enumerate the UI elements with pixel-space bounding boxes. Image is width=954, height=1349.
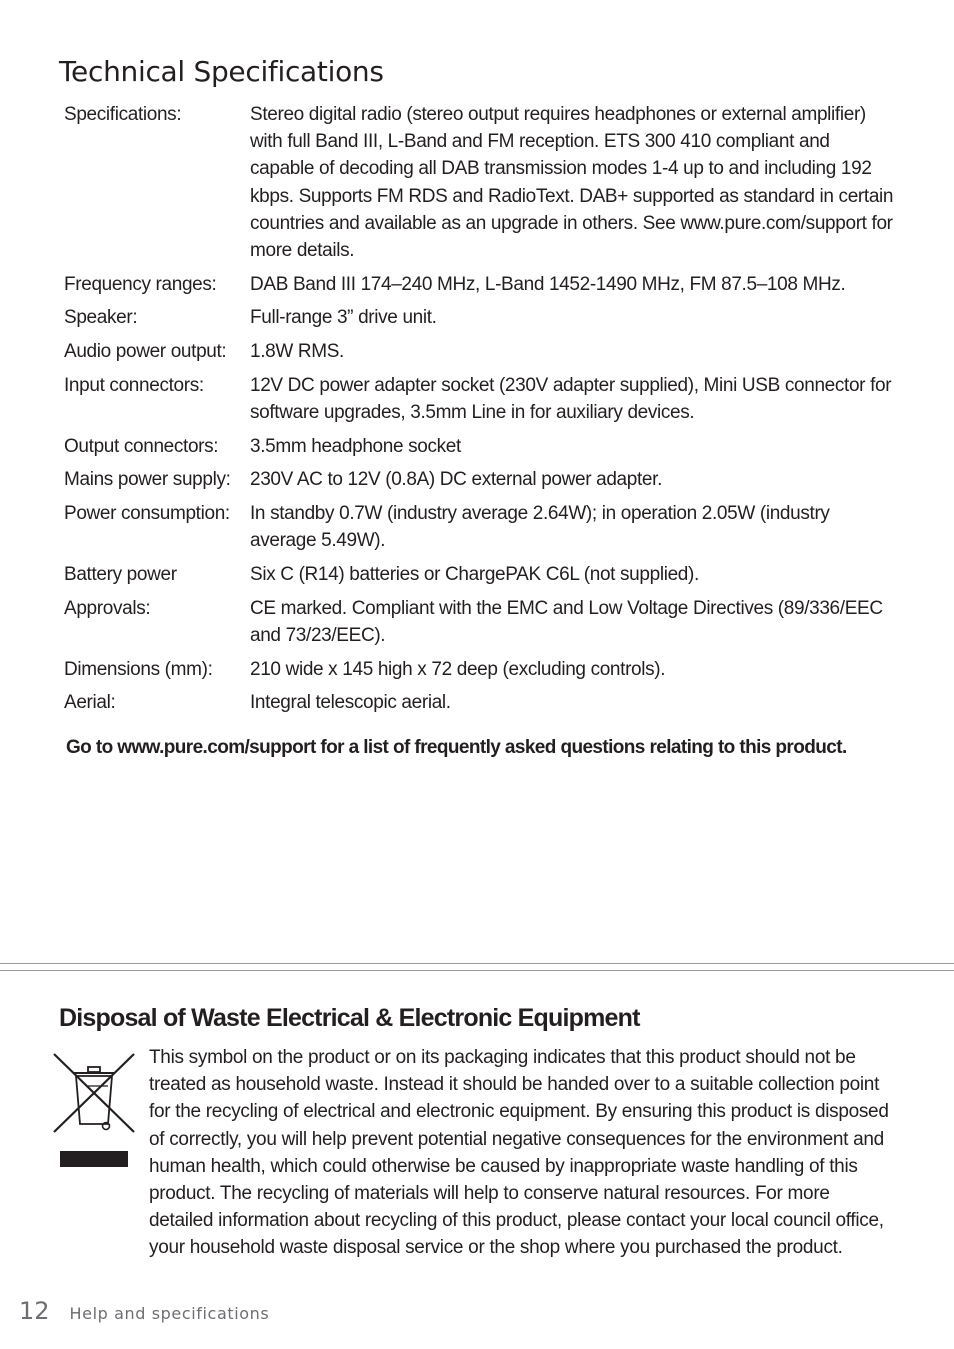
disposal-section-title: Disposal of Waste Electrical & Electronic Equipment [59,1004,640,1032]
spec-row-dimensions [64,656,894,683]
spec-row-battery-power [64,561,894,588]
spec-row-specifications [64,101,894,264]
spec-row-power-consumption [64,500,894,554]
spec-value: 1.8W RMS. [250,341,344,363]
spec-value: DAB Band III 174–240 MHz, L-Band 1452-1490 MHz, FM 87.5–108 MHz. [250,273,846,295]
page-footer [19,1297,269,1325]
spec-label: Battery power [64,564,177,586]
page-number: 12 [19,1297,50,1325]
spec-row-mains-power-supply [64,466,894,493]
footer-section-name: Help and specifications [69,1304,270,1323]
spec-value: Stereo digital radio (stereo output requires headphones or external amplifier) with full Band III, L-Band and FM reception. ETS 300 410 compliant and capable of decoding all DAB transmission modes 1-4 up to and including 192 kbps. Supports FM RDS and RadioText. DAB+ supported as standard in certain countries and available as an upgrade in others. See www.pure.com/support for more details. [250,104,894,262]
spec-label: Frequency ranges: [64,273,217,295]
spec-value: 3.5mm headphone socket [250,435,461,457]
spec-row-speaker [64,304,894,331]
spec-value: Full-range 3” drive unit. [250,307,437,329]
spec-label: Speaker: [64,307,138,329]
section-divider [0,963,954,964]
spec-row-output-connectors [64,433,894,460]
spec-label: Audio power output: [64,341,227,363]
spec-label: Output connectors: [64,435,219,457]
spec-value: Integral telescopic aerial. [250,692,451,714]
spec-label: Mains power supply: [64,469,231,491]
spec-value: 210 wide x 145 high x 72 deep (excluding controls). [250,658,666,680]
spec-value: 12V DC power adapter socket (230V adapter supplied), Mini USB connector for software upgrades, 3.5mm Line in for auxiliary devices. [250,374,892,424]
spec-label: Approvals: [64,597,151,619]
spec-label: Power consumption: [64,503,230,525]
spec-value: In standby 0.7W (industry average 2.64W); in operation 2.05W (industry average 5.49W). [250,503,830,552]
spec-row-approvals [64,595,894,649]
section-divider [0,970,954,971]
spec-row-frequency-ranges [64,271,894,298]
spec-label: Specifications: [64,104,182,125]
specifications-table [64,101,894,723]
support-note: Go to www.pure.com/support for a list of frequently asked questions relating to this product. [66,737,847,758]
page-title: Technical Specifications [59,55,384,88]
spec-label: Input connectors: [64,374,204,396]
spec-label: Aerial: [64,692,116,714]
spec-row-input-connectors [64,372,894,426]
spec-label: Dimensions (mm): [64,658,213,680]
disposal-paragraph: This symbol on the product or on its packaging indicates that this product should not be treated as household waste. Instead it should be handed over to a suitable collection point for the recycling of electrical and electronic equipment. By ensuring this product is disposed of correctly, you will help prevent potential negative consequences for the environment and human health, which could otherwise be caused by inappropriate waste handling of this product. The recycling of materials will help to conserve natural resources. For more detailed information about recycling of this product, please contact your local council office, your household waste disposal service or the shop where you purchased the product. [149,1047,889,1259]
spec-value: CE marked. Compliant with the EMC and Low Voltage Directives (89/336/EEC and 73/23/EEC). [250,597,883,646]
spec-value: Six C (R14) batteries or ChargePAK C6L (not supplied). [250,564,699,586]
spec-value: 230V AC to 12V (0.8A) DC external power adapter. [250,469,662,491]
spec-row-audio-power-output [64,338,894,365]
spec-row-aerial [64,689,894,716]
crossed-out-wheelie-bin-icon [52,1052,136,1168]
